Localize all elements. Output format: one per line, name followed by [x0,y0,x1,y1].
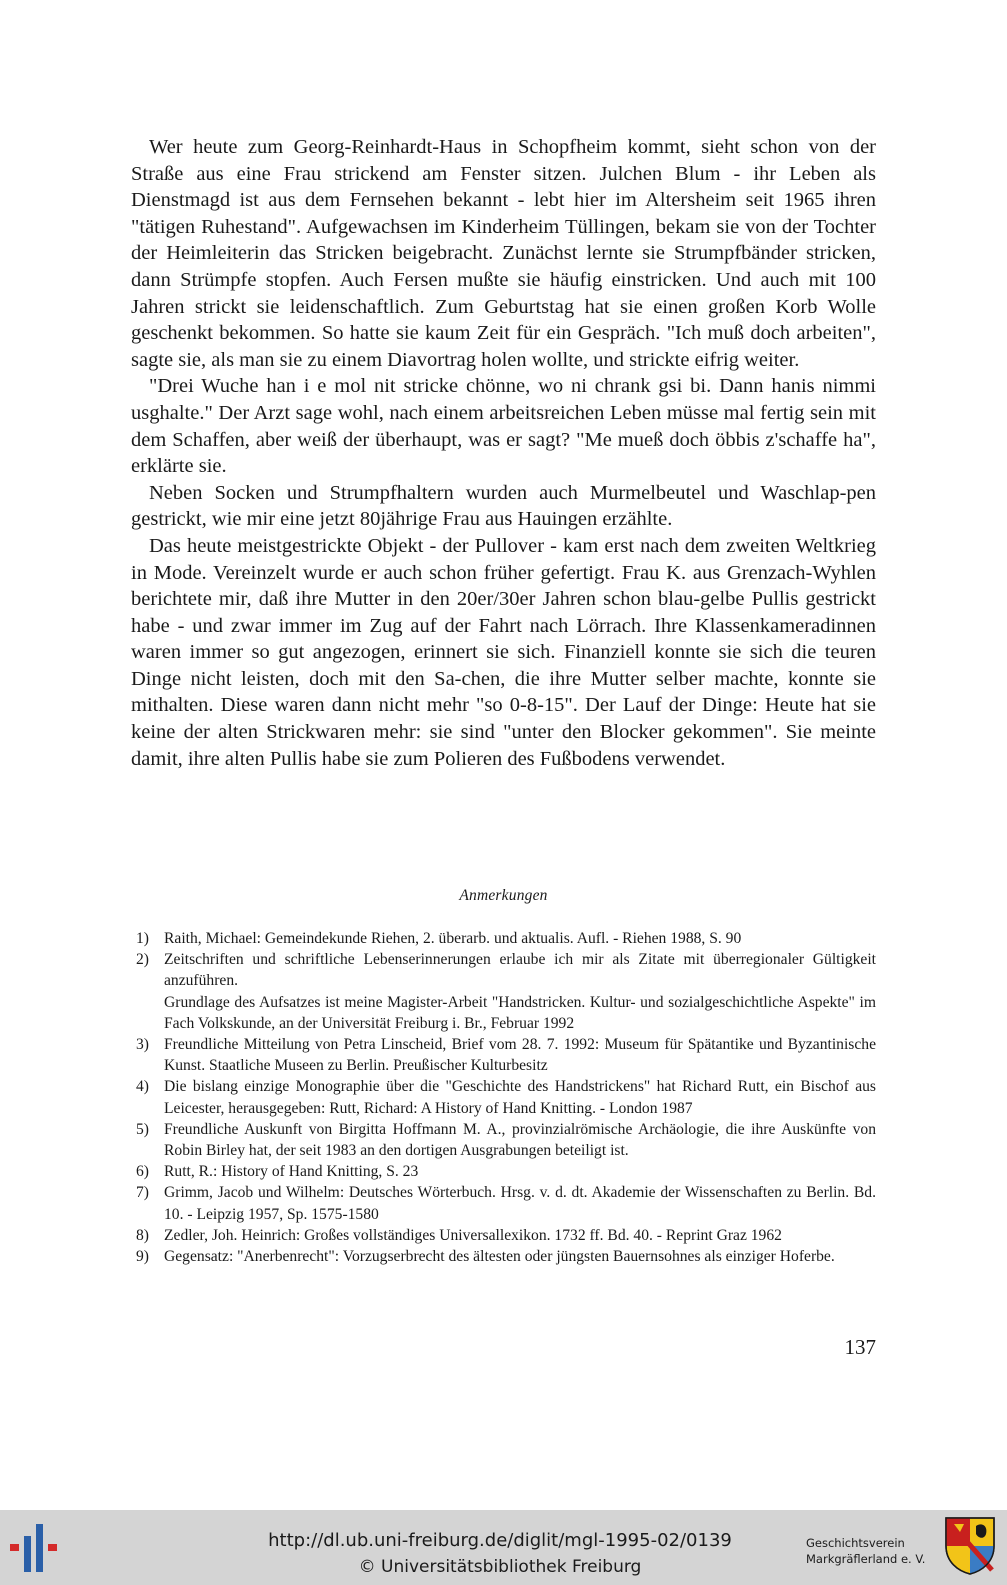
note-number: 3) [136,1036,149,1054]
note-item [136,1161,876,1182]
note-text [164,1076,876,1118]
note-number: 8) [136,1226,149,1244]
note-number: 9) [136,1248,149,1266]
note-text [164,928,876,949]
note-item [136,928,876,949]
note-text [164,1119,876,1161]
paragraph: Das heute meistgestrickte Objekt - der Pullover - kam erst nach dem zweiten Weltkrieg in Mode. Vereinzelt wurde er auch schon früher gefertigt. Frau K. aus Grenzach-Wyhlen berichtete mir, daß ihre Mutter in den 20er/30er Jahren schon blau-gelbe Pullis gestrickt habe - und zwar immer im Zug auf der Fahrt nach Lörrach. Ihre Klassenkameradinnen waren immer so gut angezogen, erinnert sie sich. Finanziell konnte sie sich die teuren Dinge nicht leisten, doch mit den Sa-chen, die ihre Mutter selber machte, konnte sie mithalten. Diese waren dann nicht mehr "so 0-8-15". Der Lauf der Dinge: Heute hat sie keine der alten Strickwaren mehr: sie sind "unter den Blocker gekommen". Sie meinte damit, ihre alten Pullis habe sie zum Polieren des Fußbodens verwendet. [131,534,876,770]
note-item [136,1119,876,1161]
note-line: Grundlage des Aufsatzes ist meine Magister-Arbeit "Handstricken. Kultur- und sozialgeschichtliche Aspekte" im Fach Volkskunde, an der Universität Freiburg i. Br., Februar 1992 [164,993,876,1032]
note-line: Gegensatz: "Anerbenrecht": Vorzugserbrecht des ältesten oder jüngsten Bauernsohnes als einziger Hoferbe. [164,1248,835,1266]
note-number: 2) [136,951,149,969]
note-text [164,1246,876,1267]
society-line-1: Geschichtsverein [806,1536,905,1550]
footer-url-link[interactable]: http://dl.ub.uni-freiburg.de/diglit/mgl-1995-02/0139 [268,1530,732,1551]
paragraph: "Drei Wuche han i e mol nit stricke chönne, wo ni chrank gsi bi. Dann hanis nimmi usghalte." Der Arzt sage wohl, nach einem arbeitsreichen Leben müsse mal fertig sein mit dem Schaffen, aber weiß der überhaupt, was er sagt? "Me mueß doch öbbis z'schaffe ha", erklärte sie. [131,375,876,478]
body-text [131,134,876,772]
note-number: 5) [136,1120,149,1138]
page-number: 137 [844,1335,876,1359]
note-item [136,949,876,1034]
note-line: Zeitschriften und schriftliche Lebenserinnerungen erlaube ich mir als Zitate mit überregionaler Gültigkeit anzuführen. [164,951,876,990]
note-number: 1) [136,930,149,947]
note-line: Freundliche Auskunft von Birgitta Hoffmann M. A., provinzialrömische Archäologie, die ihre Auskünfte von Robin Birley hat, der seit 1983 an den dortigen Ausgrabungen beteiligt ist. [164,1120,876,1160]
society-name [806,1535,936,1567]
coat-of-arms-icon [944,1516,996,1576]
note-item [136,1225,876,1246]
paragraph: Neben Socken und Strumpfhaltern wurden auch Murmelbeutel und Waschlap-pen gestrickt, wie mir eine jetzt 80jährige Frau aus Hauingen erzählte. [131,481,876,531]
note-line: Zedler, Joh. Heinrich: Großes vollständiges Universallexikon. 1732 ff. Bd. 40. - Reprint Graz 1962 [164,1226,782,1244]
note-text [164,1034,876,1076]
note-item [136,1182,876,1224]
note-line: Die bislang einzige Monographie über die "Geschichte des Handstrickens" hat Richard Rutt, ein Bischof aus Leicester, herausgegeben: Rutt, Richard: A History of Hand Knitting. - London 1987 [164,1078,876,1117]
note-text [164,1182,876,1224]
note-number: 4) [136,1078,149,1096]
note-text [164,949,876,1034]
note-item [136,1034,876,1076]
note-number: 7) [136,1184,149,1202]
note-text [164,1225,876,1246]
society-line-2: Markgräflerland e. V. [806,1552,926,1566]
ub-freiburg-logo-icon[interactable] [8,1522,64,1574]
note-item [136,1076,876,1118]
footer-copyright: © Universitätsbibliothek Freiburg [358,1557,642,1577]
note-line: Grimm, Jacob und Wilhelm: Deutsches Wörterbuch. Hrsg. v. d. dt. Akademie der Wissenschaften zu Berlin. Bd. 10. - Leipzig 1957, Sp. 1575-1580 [164,1184,876,1223]
note-item [136,1246,876,1267]
note-line: Rutt, R.: History of Hand Knitting, S. 23 [164,1163,419,1181]
note-number: 6) [136,1163,149,1181]
note-line: Freundliche Mitteilung von Petra Linscheid, Brief vom 28. 7. 1992: Museum für Spätantike und Byzantinische Kunst. Staatliche Museen zu Berlin. Preußischer Kulturbesitz [164,1036,876,1075]
notes-heading: Anmerkungen [459,887,548,904]
paragraph: Wer heute zum Georg-Reinhardt-Haus in Schopfheim kommt, sieht schon von der Straße aus eine Frau strickend am Fenster sitzen. Julchen Blum - ihr Leben als Dienstmagd ist aus dem Fernsehen bekannt - lebt hier im Altersheim seit 1965 ihren "tätigen Ruhestand". Aufgewachsen im Kinderheim Tüllingen, bekam sie von der Tochter der Heimleiterin das Stricken beigebracht. Zunächst lernte sie Strumpfbänder stricken, dann Strümpfe stopfen. Auch Fersen mußte sie häufig einstricken. Und auch mit 100 Jahren strickt sie leidenschaftlich. Zum Geburtstag hat sie einen großen Korb Wolle geschenkt bekommen. So hatte sie kaum Zeit für ein Gespräch. "Ich muß doch arbeiten", sagte sie, als man sie zu einem Diavortrag holen wollte, und strickte eifrig weiter. [131,136,876,371]
notes-list [136,928,876,1267]
note-text [164,1161,876,1182]
note-line: Raith, Michael: Gemeindekunde Riehen, 2. überarb. und aktualis. Aufl. - Riehen 1988, S. 90 [164,930,742,947]
